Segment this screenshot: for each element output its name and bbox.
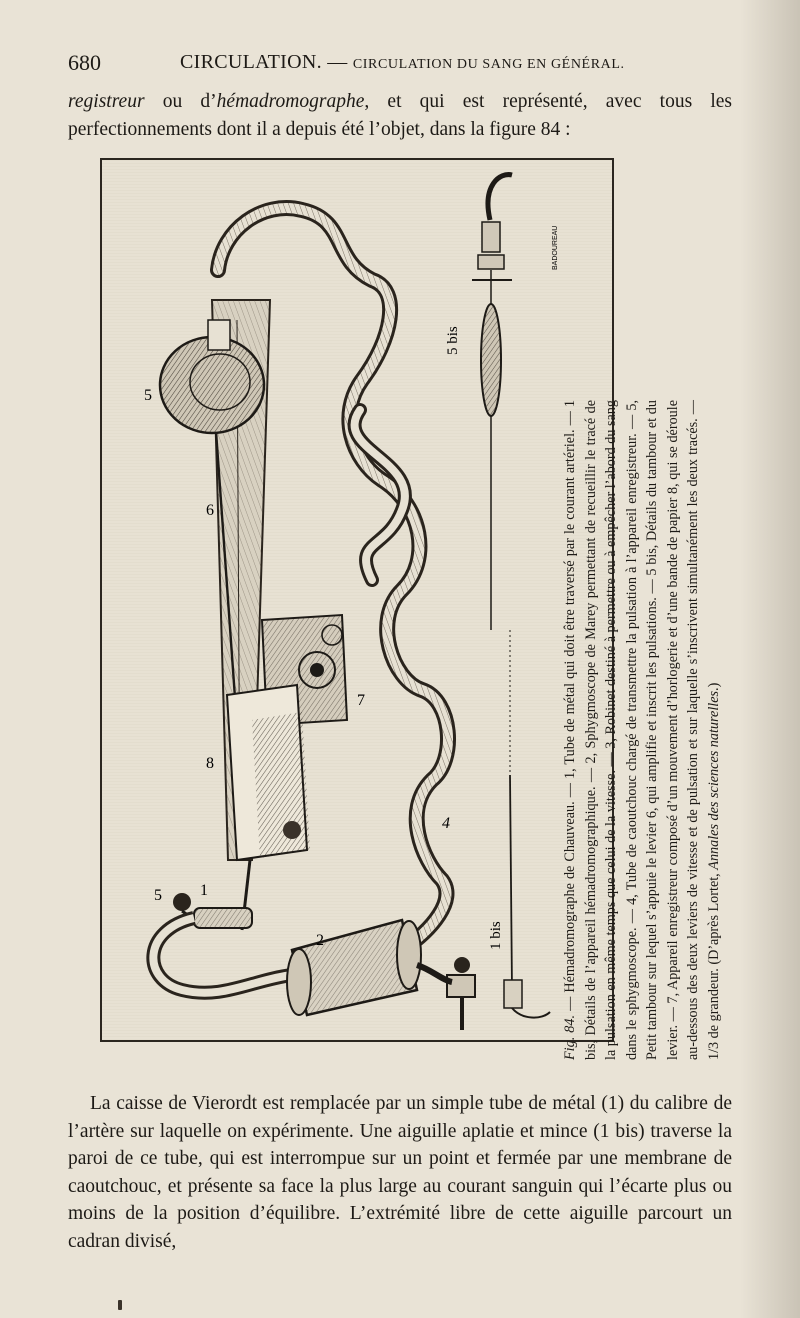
caption-figure-number: Fig. 84. (562, 1014, 578, 1060)
label-5-lower: 5 (154, 887, 162, 904)
intro-term-hemadromographe: hémadromographe (216, 91, 365, 112)
page-number: 680 (68, 50, 101, 75)
body-paragraph: La caisse de Vierordt est remplacée par un simple tube de métal (1) du calibre de l’artère sur laquelle on expérimente. Une aiguille aplatie et mince (1 bis) traverse la paroi de ce tube, qui est interrompue sur un point et fermée par une membrane de caoutchouc, et présente sa face la plus large au courant sanguin qui l’écarte plus ou moins de la position d’équilibre. L’extrémité libre de cette aiguille parcourt un cadran divisé, (68, 1093, 732, 1252)
label-6: 6 (206, 502, 214, 519)
page-edge-shadow (740, 0, 800, 1318)
intro-term-registreur: registreur (68, 91, 145, 112)
running-header (68, 50, 728, 76)
header-dash: — (321, 51, 353, 73)
section-title: CIRCULATION. (180, 51, 322, 73)
running-head (180, 51, 625, 74)
caption-end: .) (705, 682, 722, 691)
printer-mark (118, 1300, 122, 1310)
caption-source: Annales des sciences naturelles (705, 690, 722, 870)
label-8: 8 (206, 755, 214, 772)
figure-caption (560, 400, 722, 1060)
label-7: 7 (357, 692, 365, 709)
intro-text-1: ou d’ (144, 91, 217, 112)
label-5: 5 (144, 387, 152, 404)
intro-paragraph (68, 88, 732, 144)
label-4: 4 (442, 815, 450, 832)
intro-text-2: , et qui est représenté, avec tous les perfectionnements dont il a depuis été l’objet, dans la figure 84 : (68, 91, 732, 140)
caption-text: — Hémadromographe de Chauveau. — 1, Tube de métal qui doit être traversé par le courant artériel. — 1 bis, Détails de l’appareil hémadromographique. — 2, Sphygmoscope de Marey permettant de recueillir le tracé de la pulsation en même temps que celui de la vitesse. — 3, Robinet destiné à permettre ou à empêcher l’abord du sang dans le sphygmoscope. — 4, Tube de caoutchouc chargé de transmettre la pulsation à l’appareil enregistreur. — 5, Petit tambour sur lequel s’appuie le levier 6, qui amplifie et inscrit les pulsations. — 5 bis, Détails du tambour et du levier. — 7, Appareil enregistreur composé d’un mouvement d’horlogerie et d’une bande de papier 8, qui se déroule au-dessous des deux leviers de vitesse et de pulsation et sur laquelle s’inscrivent simultanément les deux tracés. — 1/3 de grandeur. (D’après Lortet, (562, 400, 722, 1060)
label-1bis: 1 bis (488, 921, 504, 950)
hemadromograph-engraving (102, 160, 612, 1040)
figure-84-frame (100, 158, 614, 1042)
label-2: 2 (316, 932, 324, 949)
body-text (68, 1090, 732, 1256)
engraver-signature: BADOUREAU (552, 225, 559, 270)
label-1: 1 (200, 882, 208, 899)
label-5bis: 5 bis (445, 326, 461, 355)
paper-band-8 (227, 685, 310, 860)
subsection-title: CIRCULATION DU SANG EN GÉNÉRAL. (352, 57, 625, 72)
